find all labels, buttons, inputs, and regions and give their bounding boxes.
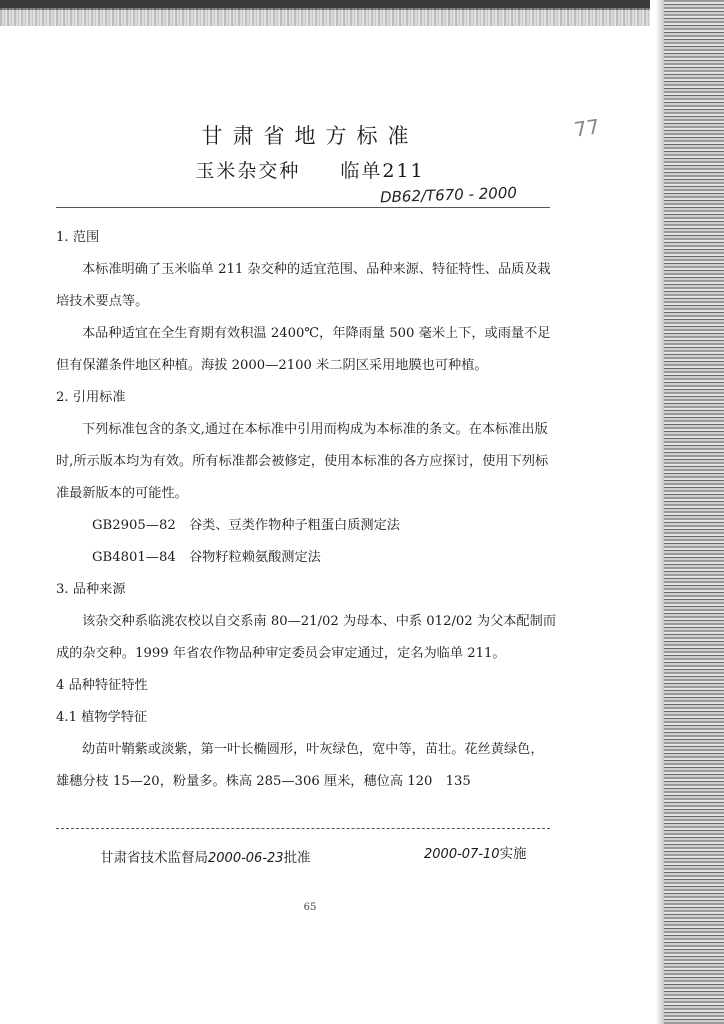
approval-date: 2000-06-23 [208, 851, 284, 866]
approval-authority: 甘肃省技术监督局 [100, 850, 208, 866]
effective-suffix: 实施 [499, 846, 527, 862]
subtitle-name: 玉米杂交种 [195, 160, 301, 182]
approval-line [100, 846, 311, 866]
section-2-paragraph-1: 下列标准包含的条文,通过在本标准中引用而构成为本标准的条文。在本标准出版时,所示版本均为有效。所有标准都会被修定，使用本标准的各方应探讨，使用下列标准最新版本的可能性。 [56, 422, 549, 501]
header-rule [56, 207, 550, 208]
subtitle-variety: 临单211 [340, 160, 425, 182]
reference-standard-1: GB2905—82 谷类、豆类作物种子粗蛋白质测定法 [92, 518, 400, 533]
page-number: 65 [303, 902, 317, 913]
section-2-heading: 2. 引用标准 [56, 390, 126, 405]
effective-date: 2000-07-10 [424, 847, 500, 862]
scan-top-band [0, 8, 650, 26]
document-number: DB62/T670 - 2000 [379, 183, 518, 207]
scan-right-edge [664, 0, 724, 1024]
scan-edge-fade [656, 0, 664, 1024]
section-3-heading: 3. 品种来源 [56, 582, 126, 597]
section-4-1-paragraph-1: 幼苗叶鞘紫或淡紫，第一叶长椭圆形，叶灰绿色，宽中等，苗壮。花丝黄绿色，雄穗分枝 15—20，粉量多。株高 285—306 厘米，穗位高 120 135 [56, 742, 544, 789]
margin-mark: 77 [572, 114, 601, 142]
section-4-1-heading: 4.1 植物学特征 [56, 710, 148, 725]
reference-standard-2: GB4801—84 谷物籽粒赖氨酸测定法 [92, 550, 321, 565]
section-1-heading: 1. 范围 [56, 230, 100, 245]
footer-rule [56, 828, 550, 829]
document-body [56, 222, 556, 798]
standard-subtitle [0, 156, 620, 183]
standard-title: 甘肃省地方标准 [201, 124, 419, 148]
section-3-paragraph-1: 该杂交种系临洮农校以自交系南 80—21/02 为母本、中系 012/02 为父本配制而成的杂交种。1999 年省农作物品种审定委员会审定通过，定名为临单 211。 [56, 614, 557, 661]
section-1-paragraph-1: 本标准明确了玉米临单 211 杂交种的适宜范围、品种来源、特征特性、品质及栽培技术要点等。 [56, 262, 551, 309]
section-4-heading: 4 品种特征特性 [56, 678, 148, 693]
effective-line [424, 842, 527, 862]
approval-suffix: 批准 [283, 850, 311, 866]
section-1-paragraph-2: 本品种适宜在全生育期有效积温 2400℃，年降雨量 500 毫米上下，或雨量不足但有保灌条件地区种植。海拔 2000—2100 米二阴区采用地膜也可种植。 [56, 326, 551, 373]
